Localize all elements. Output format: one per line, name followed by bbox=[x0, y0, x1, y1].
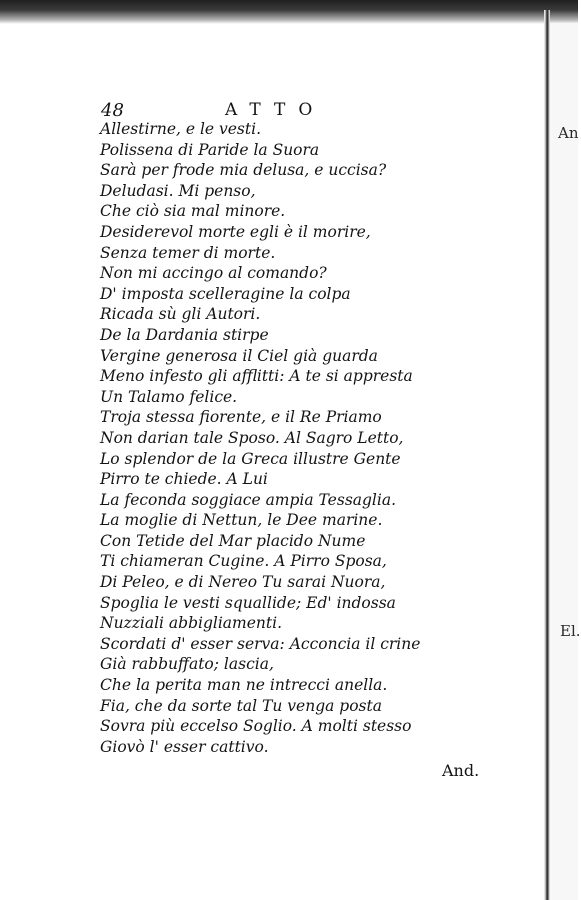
verse-line: Ricada sù gli Autori. bbox=[100, 305, 261, 324]
verse-line: Con Tetide del Mar placido Nume bbox=[100, 531, 366, 550]
page-number: 48 bbox=[101, 100, 124, 121]
verse-line: La moglie di Nettun, le Dee marine. bbox=[100, 511, 383, 530]
verse-line: La feconda soggiace ampia Tessaglia. bbox=[100, 490, 397, 509]
verse-line: Pirro te chiede. A Lui bbox=[100, 470, 268, 489]
verse-line: Allestirne, e le vesti. bbox=[100, 120, 261, 138]
verse-line: Giovò l' esser cattivo. bbox=[100, 737, 269, 756]
verse-line: Di Peleo, e di Nereo Tu sarai Nuora, bbox=[100, 573, 386, 592]
verse-line: Troja stessa fiorente, e il Re Priamo bbox=[100, 408, 382, 427]
verse-line: Senza temer di morte. bbox=[100, 243, 276, 262]
facing-page-edge bbox=[550, 24, 578, 900]
verse-line: Che la perita man ne intrecci anella. bbox=[100, 676, 388, 695]
catchword: And. bbox=[442, 761, 480, 780]
verse-line: Un Talamo felice. bbox=[100, 387, 238, 406]
verse-line: Sovra più eccelso Soglio. A molti stesso bbox=[100, 717, 412, 736]
verse-line: Sarà per frode mia delusa, e uccisa? bbox=[100, 161, 387, 180]
verse-line: Polissena di Paride la Suora bbox=[100, 140, 320, 159]
verse-line: Lo splendor de la Greca illustre Gente bbox=[100, 449, 401, 468]
verse-line: Non mi accingo al comando? bbox=[100, 264, 327, 283]
verse-line: Che ciò sia mal minore. bbox=[100, 202, 286, 221]
verse-line: Fia, che da sorte tal Tu venga posta bbox=[100, 696, 382, 715]
verse-line: Meno infesto gli afflitti: A te si appresta bbox=[100, 367, 413, 386]
verse-line: Deludasi. Mi penso, bbox=[100, 181, 256, 200]
verse-line: De la Dardania stirpe bbox=[100, 325, 269, 344]
verse-line: D' imposta scelleragine la colpa bbox=[100, 284, 351, 303]
page-top-edge bbox=[0, 0, 578, 24]
verse-line: Ti chiameran Cugine. A Pirro Sposa, bbox=[100, 552, 387, 571]
verse-line: Scordati d' esser serva: Acconcia il crine bbox=[100, 634, 421, 653]
facing-page-fragment: An bbox=[558, 124, 579, 142]
verse-line: Non darian tale Sposo. Al Sagro Letto, bbox=[100, 428, 404, 447]
verse-line: Spoglia le vesti squallide; Ed' indossa bbox=[100, 593, 396, 612]
verse-line: Già rabbuffato; lascia, bbox=[100, 655, 274, 674]
verse-line: Vergine generosa il Ciel già guarda bbox=[100, 346, 378, 365]
facing-page-fragment: El. bbox=[560, 622, 581, 640]
running-head: ATTO bbox=[225, 100, 326, 120]
verse-line: Nuzziali abbigliamenti. bbox=[100, 614, 283, 633]
verse-line: Desiderevol morte egli è il morire, bbox=[100, 222, 371, 241]
verse-list bbox=[100, 119, 420, 757]
